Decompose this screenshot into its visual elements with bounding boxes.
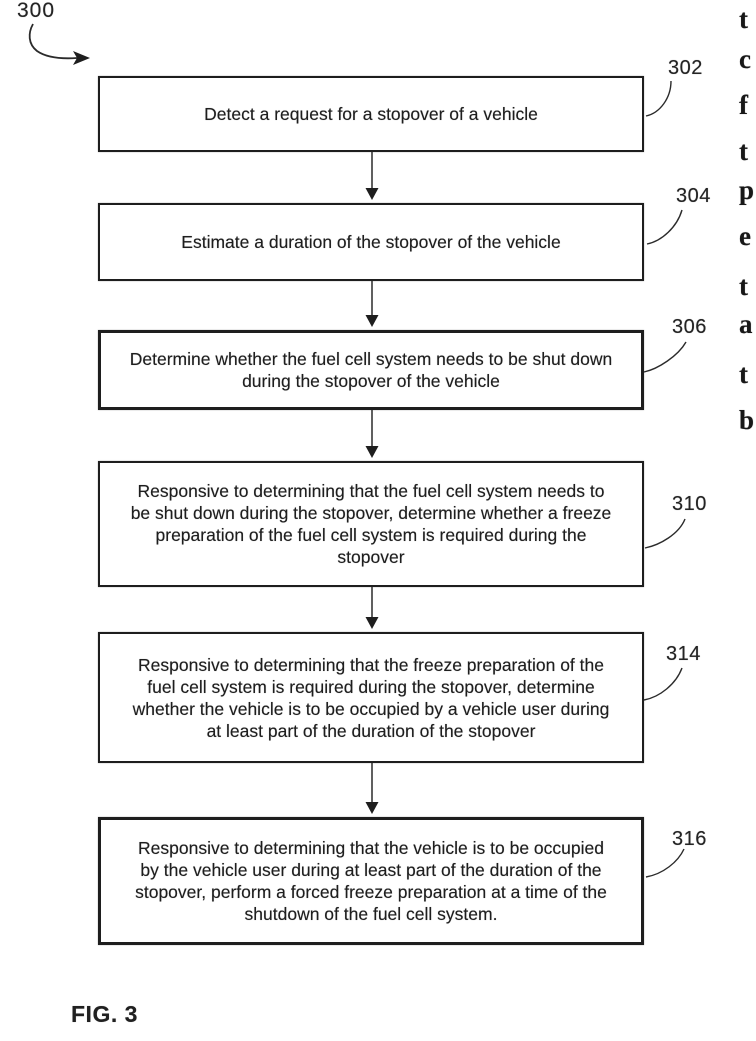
step-ref-label-304: 304: [676, 185, 711, 207]
margin-text-fragment: e: [739, 221, 751, 251]
margin-text-fragment: a: [739, 309, 753, 339]
margin-text-fragment: p: [739, 175, 755, 205]
flow-step-text: Responsive to determining that the vehicle is to be occupied by the vehicle user during at least part of the duration of the stopover, perform a forced freeze preparation at a time of the shutdown of the fuel cell system.: [135, 838, 607, 924]
diagram-ref-label: 300: [17, 0, 56, 22]
ref-leader-line: [646, 81, 671, 116]
diagram-ref-arrow-icon: [30, 24, 90, 65]
margin-text-fragment: c: [739, 44, 751, 74]
flow-step-text: Responsive to determining that the fuel cell system needs to be shut down during the stopover, determine whether a freeze preparation of the fuel cell system is required during the stopover: [130, 481, 612, 567]
step-ref-label-306: 306: [672, 316, 707, 338]
flow-step-box-314: [98, 632, 644, 763]
flow-arrow-icon: [366, 410, 379, 458]
ref-leader-line: [646, 849, 684, 877]
figure-caption: FIG. 3: [71, 1001, 138, 1027]
flow-arrow-icon: [366, 152, 379, 200]
ref-leader-line: [647, 210, 682, 244]
flow-arrow-icon: [366, 763, 379, 814]
flow-step-box-310: [98, 461, 644, 587]
step-ref-label-316: 316: [672, 828, 707, 850]
margin-text-fragment: b: [739, 405, 755, 435]
flow-arrow-icon: [366, 587, 379, 629]
ref-leader-line: [645, 519, 685, 548]
flow-step-box-304: [98, 203, 644, 281]
flow-arrow-icon: [366, 281, 379, 327]
margin-text-fragment: t: [739, 271, 748, 301]
flow-step-text: Responsive to determining that the freeze preparation of the fuel cell system is required during the stopover, determine whether the vehicle is to be occupied by a vehicle user during at least part of the duration of the stopover: [132, 654, 610, 741]
step-ref-label-314: 314: [666, 643, 701, 665]
ref-leader-line: [644, 342, 686, 372]
step-ref-label-302: 302: [668, 57, 703, 79]
margin-text-fragment: t: [739, 359, 748, 389]
flow-step-box-306: [98, 330, 644, 410]
flow-step-text: Estimate a duration of the stopover of the vehicle: [181, 232, 561, 252]
flow-step-text: Detect a request for a stopover of a vehicle: [204, 104, 538, 124]
flow-step-box-302: [98, 76, 644, 152]
margin-text-fragment: t: [739, 4, 748, 34]
step-ref-label-310: 310: [672, 493, 707, 515]
margin-text-fragment: f: [739, 90, 748, 120]
flow-step-text: Determine whether the fuel cell system needs to be shut down during the stopover of the vehicle: [129, 349, 613, 391]
flow-step-box-316: [98, 817, 644, 945]
ref-leader-line: [644, 668, 682, 700]
margin-text-fragment: t: [739, 136, 748, 166]
